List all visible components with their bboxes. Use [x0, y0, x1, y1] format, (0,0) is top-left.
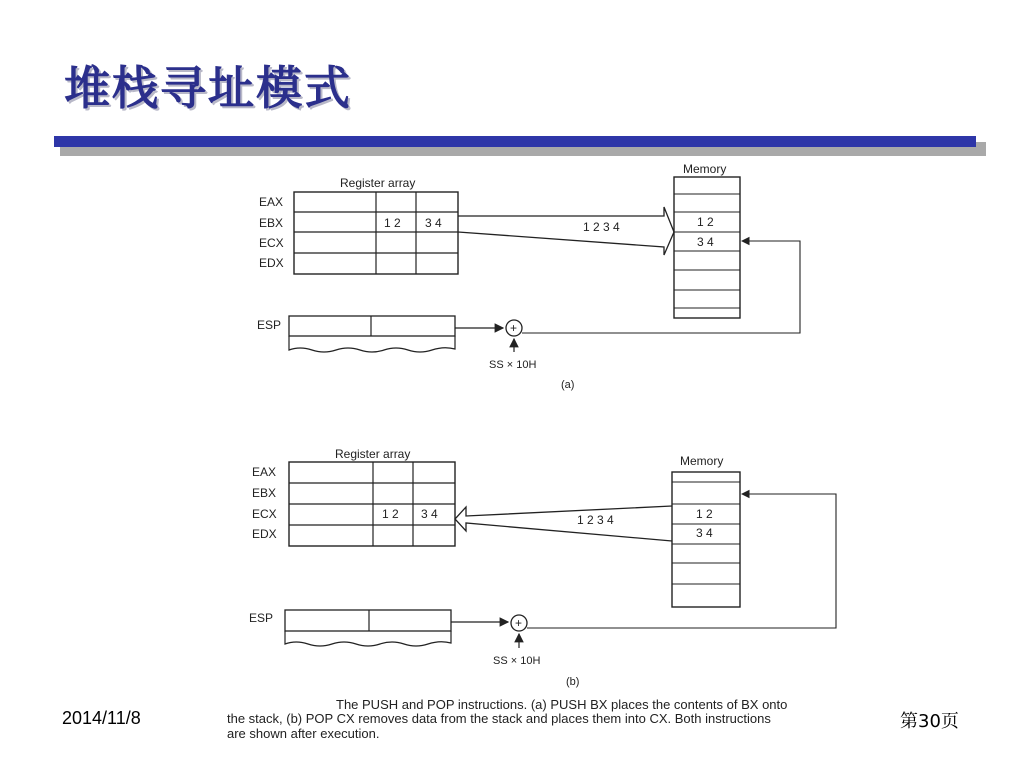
memory-label-b: Memory	[680, 454, 724, 468]
footer-page-number: 第30页	[900, 711, 959, 732]
diagram-part-b	[249, 447, 836, 688]
reg-label-ecx-a: ECX	[259, 236, 284, 250]
reg-label-edx-a: EDX	[259, 256, 284, 270]
transfer-data-a: 1 2 3 4	[583, 220, 620, 234]
reg-label-ecx-b: ECX	[252, 507, 277, 521]
reg-label-eax-b: EAX	[252, 465, 277, 479]
diagram-part-a	[257, 162, 800, 391]
adder-symbol-a: +	[510, 321, 518, 335]
pop-transfer-arrow	[455, 506, 672, 541]
transfer-data-b: 1 2 3 4	[577, 513, 614, 527]
ss-label-b: SS × 10H	[493, 655, 541, 667]
reg-label-ebx-b: EBX	[252, 486, 277, 500]
figure-caption-line-2: the stack, (b) POP CX removes data from the stack and places them into CX. Both instructions	[227, 711, 771, 726]
reg-label-ebx-a: EBX	[259, 216, 284, 230]
footer-date: 2014/11/8	[62, 708, 141, 728]
esp-register-a	[289, 316, 455, 336]
memory-low-byte-a: 3 4	[697, 235, 714, 249]
push-transfer-arrow	[458, 207, 674, 255]
ecx-low-byte-b: 3 4	[421, 507, 438, 521]
esp-register-b	[285, 610, 451, 631]
slide-title: 堆栈寻址模式	[64, 61, 352, 115]
figure-caption-line-3: are shown after execution.	[227, 726, 380, 741]
memory-high-byte-b: 1 2	[696, 507, 713, 521]
ebx-low-byte-a: 3 4	[425, 216, 442, 230]
caption-b: (b)	[566, 676, 580, 688]
caption-a: (a)	[561, 379, 575, 391]
memory-label-a: Memory	[683, 162, 727, 176]
memory-low-byte-b: 3 4	[696, 526, 713, 540]
memory-high-byte-a: 1 2	[697, 215, 714, 229]
ecx-high-byte-b: 1 2	[382, 507, 399, 521]
adder-symbol-b: +	[515, 616, 523, 630]
esp-label-b: ESP	[249, 611, 274, 625]
esp-label-a: ESP	[257, 318, 282, 332]
register-array-label-b: Register array	[335, 447, 411, 461]
reg-label-edx-b: EDX	[252, 527, 277, 541]
ss-label-a: SS × 10H	[489, 359, 537, 371]
figure-caption-line-1: The PUSH and POP instructions. (a) PUSH BX places the contents of BX onto	[336, 697, 788, 712]
register-array-label-a: Register array	[340, 176, 416, 190]
ebx-high-byte-a: 1 2	[384, 216, 401, 230]
reg-label-eax-a: EAX	[259, 195, 284, 209]
figure-caption	[227, 697, 787, 741]
